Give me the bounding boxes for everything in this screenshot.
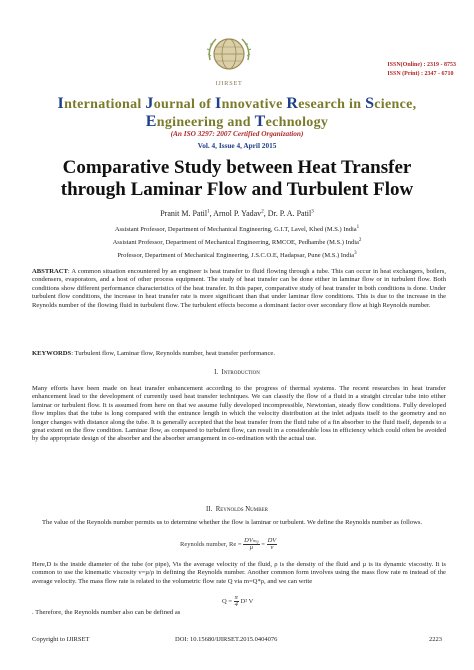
affiliation-1: Assistant Professor, Department of Mechanical Engineering, G.I.T, Lavel, Khed (M.S.) India$^1$ xyxy=(114,225,360,234)
abstract-label: ABSTRACT xyxy=(32,268,68,275)
paper-title-line1: Comparative Study between Heat Transfer xyxy=(62,157,412,178)
certification-note: (An ISO 3297: 2007 Certified Organization) xyxy=(170,129,304,138)
reynolds-paragraph-1: The value of the Reynolds number permits us to determine whether the flow is laminar or turbulent. We define the Reynolds number as follows. xyxy=(42,519,423,526)
section-heading-reynolds: II. Reynolds Number xyxy=(206,506,268,513)
journal-title-line2: Engineering and Technology xyxy=(145,113,329,130)
reynolds-formula: Reynolds number, Re = $\frac{\text{DVₘᵨ}}{\text{µ}}$ = $\frac{DV}{\nu}$ xyxy=(180,537,277,551)
flow-rate-formula: Q = $\frac{\pi}{4}$ D² V xyxy=(222,594,254,608)
reynolds-paragraph-3: . Therefore, the Reynolds number also can be defined as xyxy=(32,609,181,616)
author-name: Pranit M. Patil xyxy=(160,209,208,218)
issn-online: ISSN(Online) : 2319 - 8753 xyxy=(387,62,456,68)
paper-title xyxy=(20,157,454,201)
journal-title xyxy=(40,95,434,131)
journal-title-line1: International Journal of Innovative Research in Science, xyxy=(57,95,417,112)
keywords xyxy=(32,350,446,358)
reynolds-paragraph-2: Here,D is the inside diameter of the tube (or pipe), Vis the average velocity of the fluid, ρ is the density of the fluid and µ is its dynamic viscosity. It is common to use the kinematic viscosity ν=µ/ρ in defining the Reynolds number. Another common form involves using the mass flow rate m instead of the average velocity. The mass flow rate is related to the volumetric flow rate Q via m=Q*ρ, and we can write xyxy=(32,561,446,585)
affiliation-2: Assistant Professor, Department of Mechanical Engineering, RMCOE, Pedhambe (M.S.) India$^2$ xyxy=(112,238,362,247)
abstract xyxy=(32,268,446,310)
issn-print: ISSN (Print) : 2347 - 6710 xyxy=(387,71,454,77)
issn-block xyxy=(387,61,456,79)
paper-title-line2: through Laminar Flow and Turbulent Flow xyxy=(60,179,414,200)
section-heading-introduction: I. Introduction xyxy=(214,369,260,376)
author-name: , Arnol P. Yadav xyxy=(209,209,262,218)
volume-issue: Vol. 4, Issue 4, April 2015 xyxy=(197,141,277,150)
keywords-label: KEYWORDS xyxy=(32,350,72,357)
page-number: 2223 xyxy=(429,636,442,643)
abstract-text: : A common situation encountered by an engineer is heat transfer to fluid flowing through a tube. This can occur in heat exchangers, boilers, condensers, evaporators, and a host of other process equipment. The study of heat transfer can be done either in laminar flow or in turbulent flow. Both conditions show different performance characteristics of the heat transfer. In this paper, comparative study of heat transfer in both conditions is done. Under turbulent flow conditions, the increase in heat transfer rate is more significant than that under laminar flow conditions. This is due to the increase in the Reynolds number of the flowing fluid in turbulent flow. The turbulent effects become a dominant factor over secondary flow at high Reynolds number. xyxy=(32,268,446,309)
keywords-text: : Turbulent flow, Laminar flow, Reynolds number, heat transfer performance. xyxy=(71,350,275,357)
author-name: , Dr. P. A. Patil xyxy=(263,209,312,218)
globe-emblem-icon xyxy=(204,30,254,80)
footer-copyright: Copyright to IJIRSET xyxy=(32,636,90,643)
journal-logo xyxy=(204,30,254,92)
logo-wordmark: IJIRSET xyxy=(215,80,243,87)
author-list: Pranit M. Patil$^1$, Arnol P. Yadav$^2$, Dr. P. A. Patil$^3$ xyxy=(160,209,314,218)
affiliation-3: Professor, Department of Mechanical Engineering, J.S.C.O.E, Hadapsar, Pune (M.S.) India$^3$ xyxy=(117,251,357,260)
footer-doi: DOI: 10.15680/IJIRSET.2015.0404076 xyxy=(175,636,278,643)
introduction-paragraph: Many efforts have been made on heat transfer enhancement according to the progress of thermal systems. The recent researches in heat transfer enhancement lead to the development of currently used heat transfer techniques. We can classify the flow of a fluid in a straight circular tube into either laminar or turbulent flow. It is assumed from here on that we assume fully developed incompressible, Newtonian, steady flow conditions. Fully developed flow implies that the tube is long compared with the entrance length in which the velocity distribution at the inlet adjusts itself to the geometry and no longer changes with distance along the tube. It is generally accepted that the heat transfer from the fluid tube of a fin absorber to the fluid itself, depends to a great extent on the flow condition. Laminar flow, as compared to turbulent flow, can result in a considerable loss in efficiency which could often be avoided by the appropriate design of the absorber and the absorber arrangement in co-ordination with the actual use. xyxy=(32,385,446,443)
